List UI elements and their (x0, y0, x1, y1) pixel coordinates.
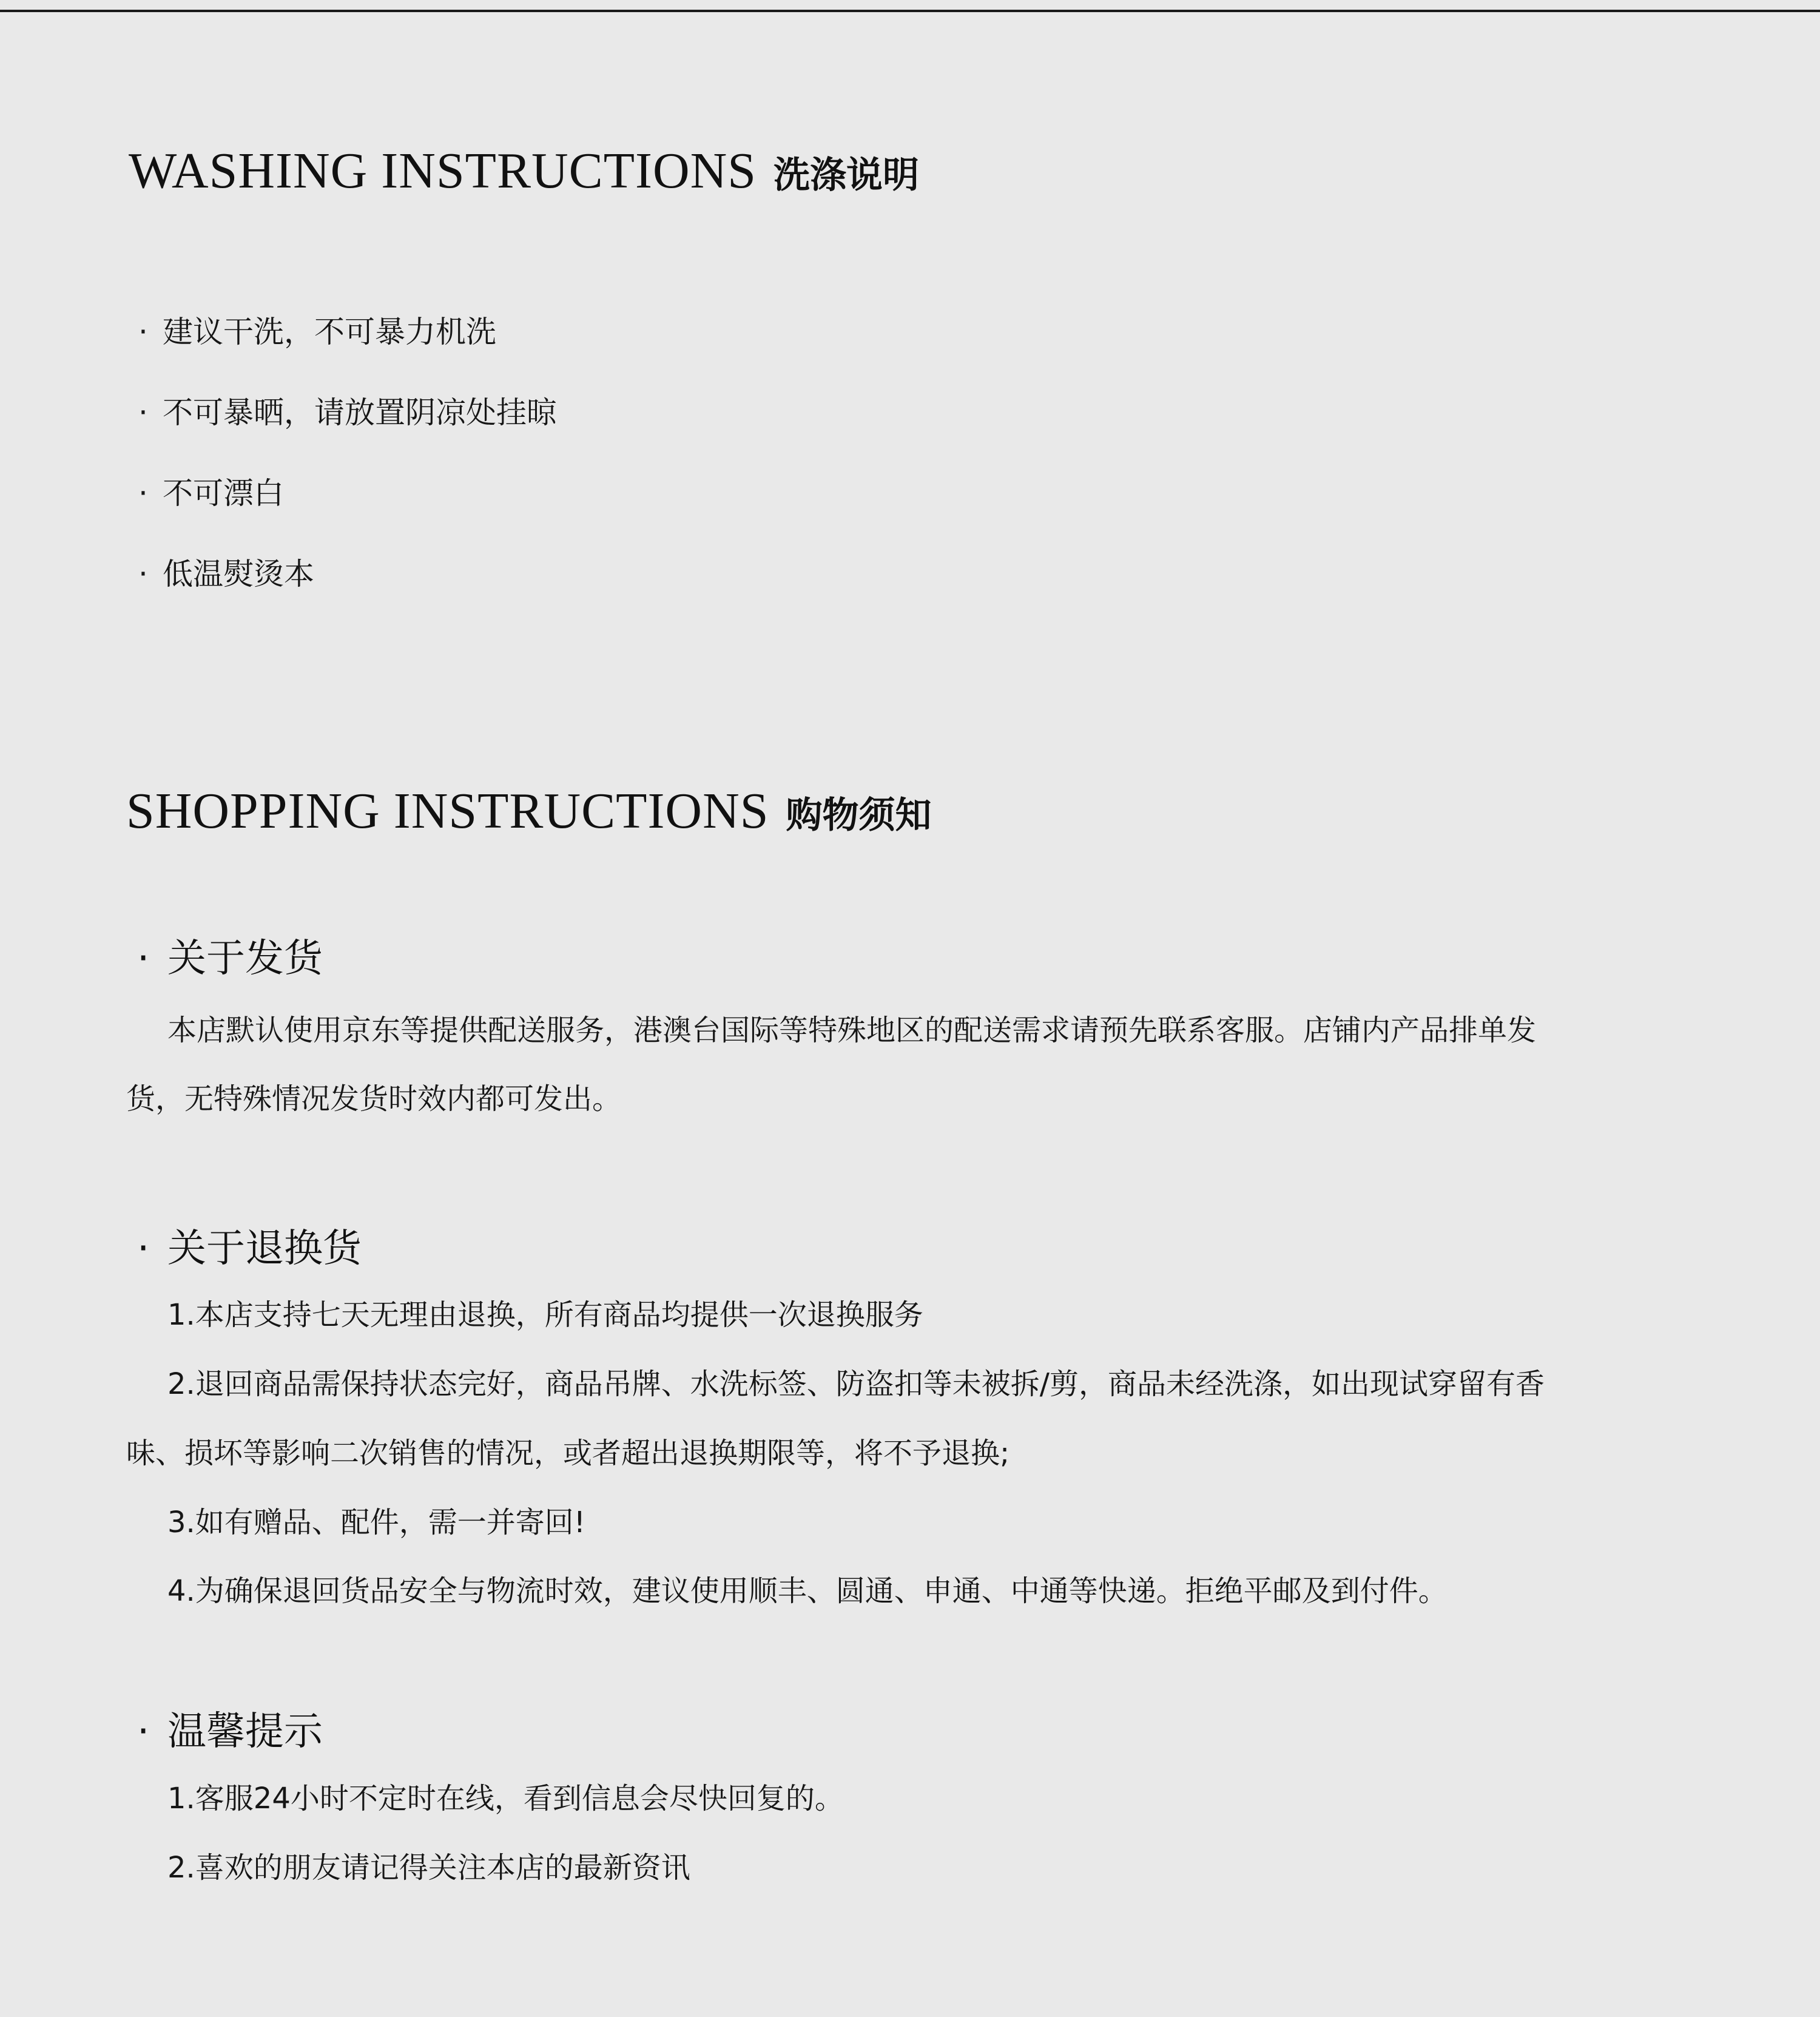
bullet-icon: · (137, 1709, 150, 1754)
shipping-text-line: 本店默认使用京东等提供配送服务，港澳台国际等特殊地区的配送需求请预先联系客服。店铺内产品排单发 (167, 1013, 1537, 1047)
washing-item-text: 低温熨烫本 (163, 556, 314, 592)
shipping-heading (137, 936, 323, 981)
washing-item-text: 不可漂白 (163, 476, 284, 511)
returns-heading-text: 关于退换货 (167, 1226, 362, 1271)
washing-title-en: WASHING INSTRUCTIONS (129, 143, 757, 199)
shopping-section-title (126, 783, 932, 839)
shipping-text-line: 货，无特殊情况发货时效内都可发出。 (126, 1082, 622, 1116)
returns-text-line: 味、损坏等影响二次销售的情况，或者超出退换期限等，将不予退换; (126, 1436, 1010, 1470)
tips-heading (137, 1709, 323, 1754)
tips-heading-text: 温馨提示 (167, 1709, 323, 1754)
washing-item-text: 建议干洗，不可暴力机洗 (163, 314, 496, 350)
washing-item (138, 556, 314, 592)
returns-text-line: 2.退回商品需保持状态完好，商品吊牌、水洗标签、防盗扣等未被拆/剪，商品未经洗涤，如出现试穿留有香 (167, 1367, 1545, 1401)
tips-text-line: 1.客服24小时不定时在线，看到信息会尽快回复的。 (167, 1782, 844, 1816)
washing-item-text: 不可暴晒，请放置阴凉处挂晾 (163, 395, 557, 430)
shopping-title-cn: 购物须知 (786, 794, 932, 837)
bullet-icon: · (138, 314, 148, 350)
bullet-icon: · (138, 395, 148, 430)
shopping-title-en: SHOPPING INSTRUCTIONS (126, 783, 769, 839)
returns-text-line: 4.为确保退回货品安全与物流时效，建议使用顺丰、圆通、申通、中通等快递。拒绝平邮及到付件。 (167, 1574, 1448, 1608)
bullet-icon: · (138, 556, 148, 592)
bullet-icon: · (137, 936, 150, 981)
washing-section-title (129, 143, 920, 199)
bullet-icon: · (138, 476, 148, 511)
bullet-icon: · (137, 1226, 150, 1271)
washing-item (138, 314, 496, 350)
returns-heading (137, 1226, 362, 1271)
returns-text-line: 1.本店支持七天无理由退换，所有商品均提供一次退换服务 (167, 1298, 923, 1332)
tips-text-line: 2.喜欢的朋友请记得关注本店的最新资讯 (167, 1851, 690, 1885)
washing-title-cn: 洗涤说明 (774, 154, 920, 197)
returns-text-line: 3.如有赠品、配件，需一并寄回! (167, 1505, 586, 1539)
top-divider (0, 10, 1820, 12)
washing-item (138, 476, 284, 511)
washing-item (138, 397, 557, 428)
shipping-heading-text: 关于发货 (167, 936, 323, 981)
